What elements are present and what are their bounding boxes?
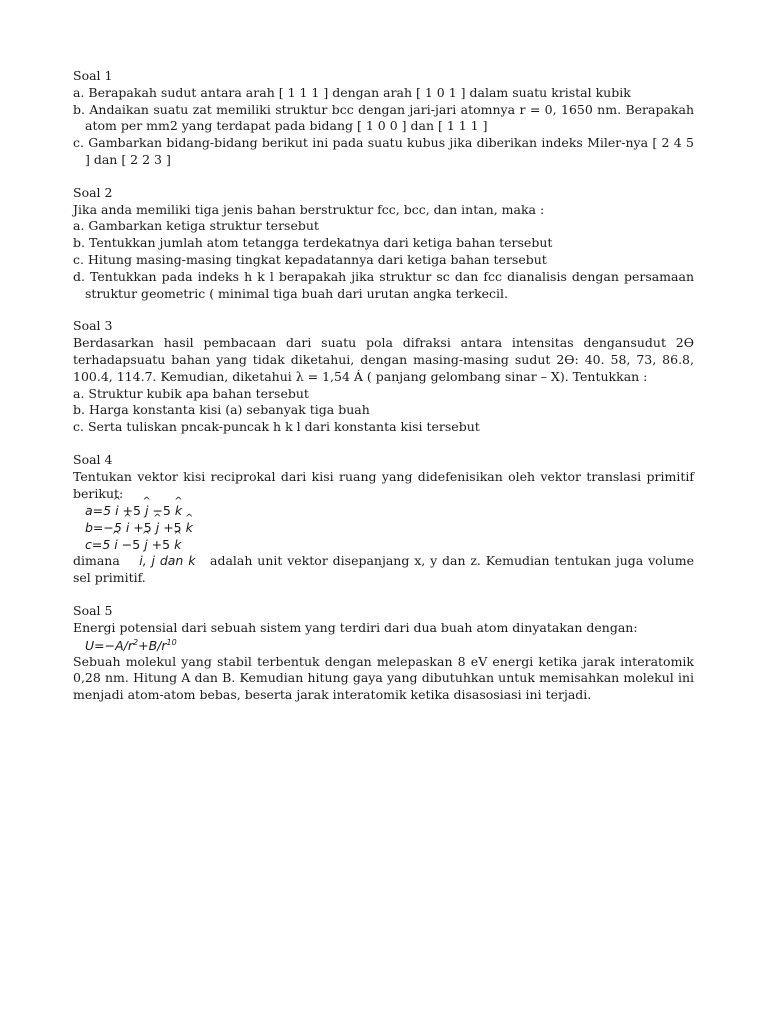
soal-3-item-b: b. Harga konstanta kisi (a) sebanyak tiga buah — [73, 402, 370, 418]
unit-i-hat: ^ i — [126, 519, 129, 536]
soal-5-title: Soal 5 — [73, 602, 113, 618]
eq-a-term2: −5 — [152, 503, 171, 519]
soal-1-item-b: b. Andaikan suatu zat memiliki struktur bcc dengan jari-jari atomnya r = 0, 1650 nm. Berapakah atom per mm2 yang terdapat pada bidang [ 1 0 0 ] dan [ 1 1 1 ] — [73, 101, 694, 134]
dimana-label: dimana — [73, 553, 120, 569]
soal-4-section — [73, 452, 694, 587]
soal-5-intro: Energi potensial dari sebuah sistem yang terdiri dari dua buah atom dinyatakan dengan: — [73, 619, 638, 635]
eq-c-term1: −5 — [121, 537, 141, 553]
unit-j-hat: ^ j — [156, 519, 159, 536]
eq-c-lhs: c=5 — [85, 537, 111, 553]
eq-exponent-10: 10 — [166, 637, 177, 647]
soal-1-section — [73, 68, 694, 169]
soal-2-intro: Jika anda memiliki tiga jenis bahan berstruktur fcc, bcc, dan intan, maka : — [73, 201, 545, 217]
eq-exponent-2: 2 — [133, 637, 139, 647]
soal-3-item-a: a. Struktur kubik apa bahan tersebut — [73, 385, 309, 401]
soal-1-item-c: c. Gambarkan bidang-bidang berikut ini pada suatu kubus jika diberikan indeks Miler-nya [ 2 4 5 ] dan [ 2 2 3 ] — [73, 135, 694, 167]
soal-5-section — [73, 603, 694, 704]
document-page — [73, 68, 694, 720]
soal-4-closing — [73, 553, 694, 587]
unit-i-hat: ^ i — [114, 536, 117, 553]
potential-equation — [73, 637, 694, 654]
equation-c — [73, 536, 694, 553]
soal-2-item-b: b. Tentukkan jumlah atom tetangga terdekatnya dari ketiga bahan tersebut — [73, 235, 553, 251]
soal-4-closing-text: adalah unit vektor disepanjang x, y dan z. Kemudian tentukan juga volume sel primitif. — [73, 553, 694, 586]
soal-2-item-a: a. Gambarkan ketiga struktur tersebut — [73, 218, 319, 234]
soal-2-title: Soal 2 — [73, 184, 113, 200]
eq-b-term2: +5 — [163, 520, 182, 536]
eq-b-term1: +5 — [133, 520, 152, 536]
unit-k-hat: ^ k — [186, 519, 193, 536]
soal-1-item-a: a. Berapakah sudut antara arah [ 1 1 1 ] dengan arah [ 1 0 1 ] dalam suatu kristal kubik — [73, 84, 631, 100]
eq-lhs: U=−A/r — [85, 637, 133, 653]
eq-a-lhs: a=5 — [85, 503, 112, 519]
equation-b — [73, 519, 694, 536]
unit-j-hat: ^ j — [144, 536, 147, 553]
soal-1-title: Soal 1 — [73, 68, 113, 83]
soal-5-body: Sebuah molekul yang stabil terbentuk dengan melepaskan 8 eV energi ketika jarak interatomik 0,28 nm. Hitung A dan B. Kemudian hitung gaya yang dibutuhkan untuk memisahkan molekul ini menjadi atom-atom bebas, beserta jarak interatomik ketika disasosiasi ini terjadi. — [73, 653, 694, 703]
eq-c-term2: +5 — [151, 537, 171, 553]
unit-k-hat: ^ k — [175, 502, 182, 519]
eq-a-term1: +5 — [122, 503, 141, 519]
eq-mid: +B/r — [138, 637, 167, 653]
soal-2-item-d: d. Tentukkan pada indeks h k l berapakah jika struktur sc dan fcc dianalisis dengan persamaan struktur geometric ( minimal tiga buah dari urutan angka terkecil. — [73, 268, 694, 301]
soal-3-intro: Berdasarkan hasil pembacaan dari suatu pola difraksi antara intensitas dengansudut 2Ɵ terhadapsuatu bahan yang tidak diketahui, dengan masing-masing sudut 2Ɵ: 40. 58, 73, 86.8, 100.4, 114.7. Kemudian, diketahui λ = 1,54 Á ( panjang gelombang sinar – X). Tentukkan : — [73, 335, 694, 384]
soal-2-item-c: c. Hitung masing-masing tingkat kepadatannya dari ketiga bahan tersebut — [73, 251, 547, 267]
unit-i-hat: ^ i — [115, 502, 118, 519]
soal-3-section — [73, 318, 694, 436]
soal-3-title: Soal 3 — [73, 318, 113, 334]
unit-j-hat: ^ j — [145, 502, 148, 519]
unit-vectors-inline: i, j dan k — [139, 553, 196, 569]
equation-a — [73, 502, 694, 519]
eq-b-lhs: b=−5 — [85, 520, 122, 536]
soal-2-section — [73, 185, 694, 303]
soal-3-item-c: c. Serta tuliskan pncak-puncak h k l dari konstanta kisi tersebut — [73, 419, 480, 435]
unit-k-hat: ^ k — [174, 536, 181, 553]
soal-4-intro: Tentukan vektor kisi reciprokal dari kisi ruang yang didefenisikan oleh vektor translasi primitif berikut: — [73, 468, 694, 501]
soal-4-title: Soal 4 — [73, 451, 113, 467]
